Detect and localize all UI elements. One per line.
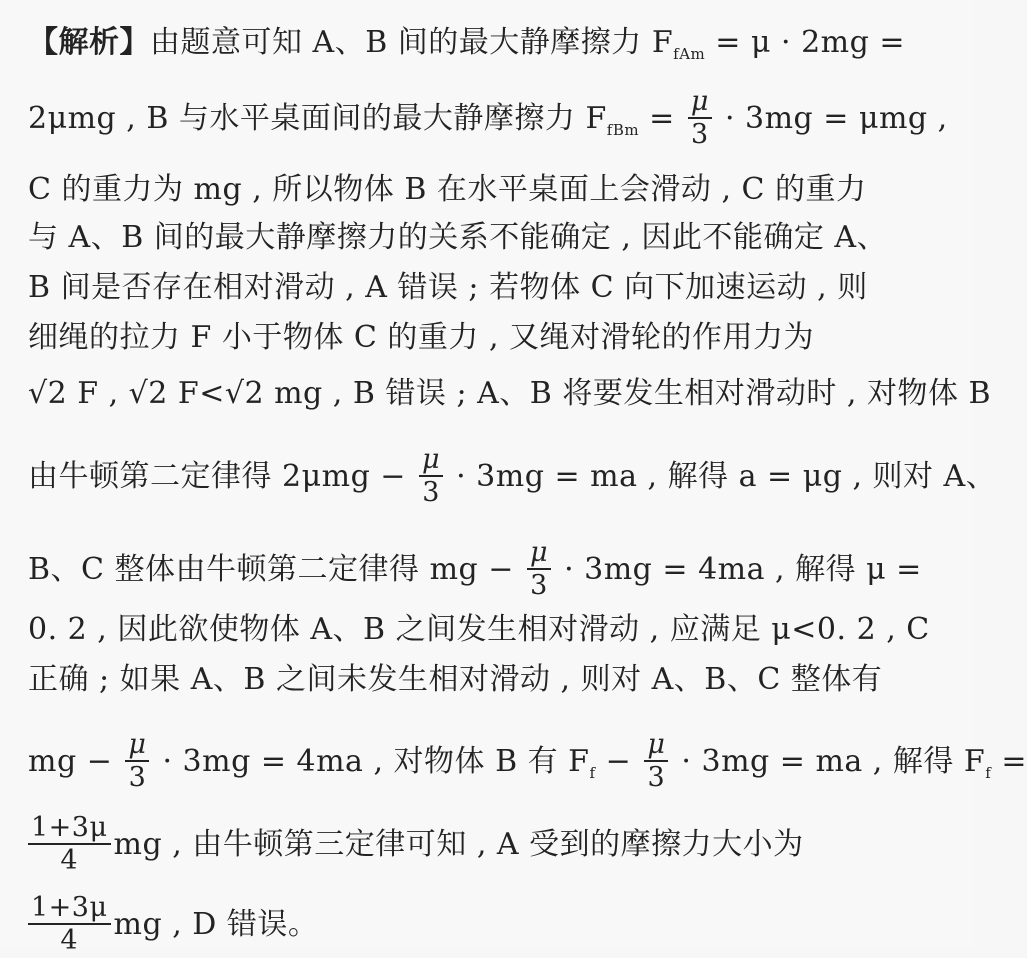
line-14 [28,894,954,958]
fraction-num: 1+3μ [28,812,111,845]
text-l9-a: B、C 整体由牛顿第二定律得 mg − [28,552,514,587]
fraction-num: 1+3μ [28,892,111,925]
line-10: 0. 2 , 因此欲使物体 A、B 之间发生相对滑动 , 应满足 μ<0. 2 , C [28,612,930,647]
text-l1-rest: = μ · 2mg = [705,25,905,60]
line-11: 正确 ; 如果 A、B 之间未发生相对滑动 , 则对 A、B、C 整体有 [28,662,883,697]
fraction-l8 [419,444,443,508]
text-l2-c: · 3mg = μmg , [724,101,948,136]
text-l1: 由题意可知 A、B 间的最大静摩擦力 F [150,25,674,60]
subscript-fbm: fBm [606,121,640,139]
fraction-den: 3 [530,570,548,601]
fraction-num: μ [688,86,712,119]
line-3: C 的重力为 mg , 所以物体 B 在水平桌面上会滑动 , C 的重力 [28,172,867,207]
subscript-fam: fAm [673,45,706,63]
fraction-den: 3 [128,762,147,793]
fraction-num: μ [419,444,443,477]
text-l12-e: = [991,744,1027,779]
fraction-l9 [527,537,551,601]
text-l13-rest: mg , 由牛顿第三定律可知 , A 受到的摩擦力大小为 [113,827,804,862]
subscript-f: f [985,764,992,782]
text-l9-b: · 3mg = 4ma , 解得 μ = [564,552,922,587]
text-l12-a: mg − [28,744,113,779]
text-l12-c: − [595,744,632,779]
text-l12-b: · 3mg = 4ma , 对物体 B 有 F [162,744,590,779]
line-13 [28,814,954,878]
text-l8-a: 由牛顿第二定律得 2μmg − [28,459,406,494]
fraction-num: μ [125,729,149,762]
line-5: B 间是否存在相对滑动 , A 错误 ; 若物体 C 向下加速运动 , 则 [28,270,868,305]
line-6: 细绳的拉力 F 小于物体 C 的重力 , 又绳对滑轮的作用力为 [28,320,815,355]
subscript-f: f [589,764,596,782]
fraction-l14 [28,892,111,956]
line-12 [28,729,1027,795]
line-1 [28,23,954,74]
fraction-num: μ [527,537,551,570]
text-l14-rest: mg , D 错误。 [113,907,319,942]
fraction-den: 3 [647,762,666,793]
text-l12-d: · 3mg = ma , 解得 F [681,744,986,779]
fraction-den: 3 [691,119,709,150]
fraction-l13 [28,812,111,876]
line-8 [28,444,997,510]
line-7: √2 F , √2 F<√2 mg , B 错误 ; A、B 将要发生相对滑动时 , 对物体 B [28,376,992,411]
fraction-l12-2 [644,729,668,793]
fraction-den: 3 [422,477,440,508]
text-l2-b: = [639,101,675,136]
line-9 [28,539,954,603]
analysis-label: 【解析】 [28,25,150,60]
fraction-l2 [688,86,712,150]
line-4: 与 A、B 间的最大静摩擦力的关系不能确定 , 因此不能确定 A、 [28,220,888,255]
fraction-l12-1 [125,729,149,793]
text-l2-a: 2μmg , B 与水平桌面间的最大静摩擦力 F [28,101,607,136]
line-2 [28,88,954,152]
fraction-den: 4 [60,845,79,876]
fraction-den: 4 [60,925,79,956]
fraction-num: μ [644,729,668,762]
text-l8-b: · 3mg = ma , 解得 a = μg , 则对 A、 [456,459,997,494]
